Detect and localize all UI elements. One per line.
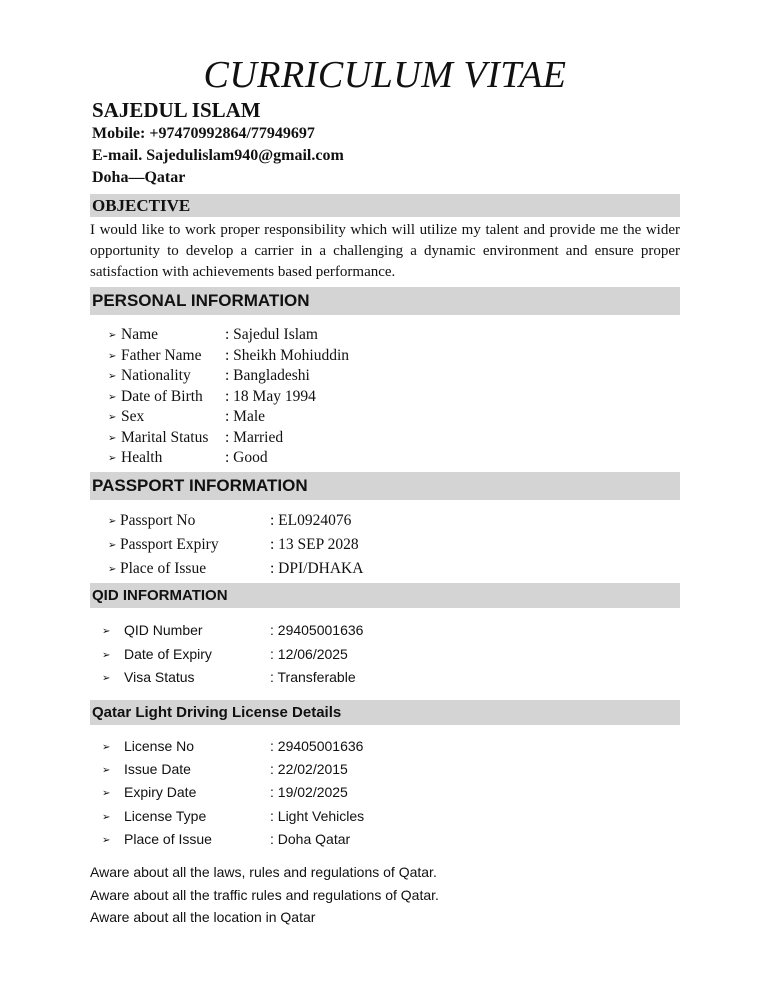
field-value: : 29405001636 xyxy=(270,622,364,638)
mobile-line: Mobile: +97470992864/77949697 xyxy=(92,125,315,142)
field-label: Passport No xyxy=(120,512,196,529)
field-label: Place of Issue xyxy=(124,830,212,847)
field-label: Expiry Date xyxy=(124,784,197,801)
arrow-bullet-icon: ➢ xyxy=(108,453,117,464)
arrow-bullet-icon: ➢ xyxy=(108,540,117,551)
qid-info-heading: QID INFORMATION xyxy=(90,583,680,608)
field-label: Father Name xyxy=(121,346,202,364)
field-value: : Sajedul Islam xyxy=(225,326,318,343)
field-label: Passport Expiry xyxy=(120,536,219,553)
arrow-bullet-icon: ➢ xyxy=(108,432,117,444)
field-value: : 12/06/2025 xyxy=(270,645,348,662)
arrow-bullet-icon: ➢ xyxy=(102,834,111,846)
field-value: : Light Vehicles xyxy=(270,807,365,824)
note-line: Aware about all the laws, rules and regulations of Qatar. xyxy=(90,864,437,880)
objective-heading: OBJECTIVE xyxy=(90,194,680,217)
arrow-bullet-icon: ➢ xyxy=(108,564,117,575)
arrow-bullet-icon: ➢ xyxy=(102,788,111,800)
email-line: E-mail. Sajedulislam940@gmail.com xyxy=(92,147,344,164)
passport-info-heading: PASSPORT INFORMATION xyxy=(90,472,680,500)
field-label: Nationality xyxy=(121,367,191,384)
note-line: Aware about all the traffic rules and regulations of Qatar. xyxy=(90,886,439,903)
arrow-bullet-icon: ➢ xyxy=(102,765,111,777)
field-value: : Male xyxy=(225,408,266,425)
location-line: Doha—Qatar xyxy=(92,169,186,186)
arrow-bullet-icon: ➢ xyxy=(102,811,111,823)
field-value: : Bangladeshi xyxy=(225,367,310,384)
field-label: Marital Status xyxy=(121,428,209,446)
arrow-bullet-icon: ➢ xyxy=(102,673,111,684)
field-value: : 18 May 1994 xyxy=(225,387,316,405)
field-value: : DPI/DHAKA xyxy=(270,560,364,577)
field-value: : Good xyxy=(225,449,268,466)
field-value: : Married xyxy=(225,428,284,446)
field-value: : 29405001636 xyxy=(270,738,364,754)
document-title: CURRICULUM VITAE xyxy=(203,54,567,96)
license-info-heading: Qatar Light Driving License Details xyxy=(90,700,680,725)
arrow-bullet-icon: ➢ xyxy=(102,742,111,753)
awareness-notes xyxy=(90,861,680,929)
field-value: : 13 SEP 2028 xyxy=(270,536,359,553)
arrow-bullet-icon: ➢ xyxy=(108,391,117,403)
field-label: Place of Issue xyxy=(120,560,207,577)
field-value: : Sheikh Mohiuddin xyxy=(225,346,350,364)
field-label: Issue Date xyxy=(124,761,191,778)
candidate-name: SAJEDUL ISLAM xyxy=(92,98,261,122)
arrow-bullet-icon: ➢ xyxy=(102,649,111,661)
field-value: : EL0924076 xyxy=(270,512,352,529)
field-value: : 22/02/2015 xyxy=(270,761,348,778)
arrow-bullet-icon: ➢ xyxy=(108,516,117,527)
field-label: Sex xyxy=(121,408,145,425)
field-value: : 19/02/2025 xyxy=(270,784,348,801)
note-line: Aware about all the location in Qatar xyxy=(90,909,316,925)
field-value: : Transferable xyxy=(270,669,356,685)
field-label: Health xyxy=(121,449,163,466)
field-label: Date of Expiry xyxy=(124,645,212,662)
arrow-bullet-icon: ➢ xyxy=(108,412,117,423)
field-label: License No xyxy=(124,738,195,754)
arrow-bullet-icon: ➢ xyxy=(108,330,117,341)
arrow-bullet-icon: ➢ xyxy=(102,626,111,637)
field-label: QID Number xyxy=(124,622,203,638)
field-label: Date of Birth xyxy=(121,387,203,405)
arrow-bullet-icon: ➢ xyxy=(108,350,117,362)
field-label: Name xyxy=(121,326,159,343)
personal-info-heading: PERSONAL INFORMATION xyxy=(90,287,680,315)
field-label: License Type xyxy=(124,807,207,824)
field-value: : Doha Qatar xyxy=(270,830,351,847)
field-label: Visa Status xyxy=(124,669,195,685)
arrow-bullet-icon: ➢ xyxy=(108,371,117,382)
objective-text: I would like to work proper responsibility which will utilize my talent and provide me the wider opportunity to develop a carrier in a challenging a dynamic environment and ensure proper satisfaction with achievements based performance. xyxy=(90,222,680,280)
